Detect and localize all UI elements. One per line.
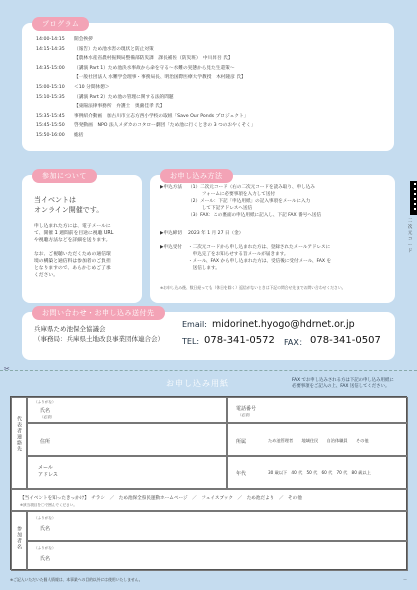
scissors-icon: ✂ bbox=[4, 365, 10, 373]
source-note: ※該当項目を〇で囲んでください。 bbox=[20, 503, 77, 507]
participant-furigana: （ふりがな） bbox=[34, 516, 56, 520]
program-time: 14:35-15:00 bbox=[36, 65, 65, 71]
accept-line: ・メール、FAX から申し込まれた方は、受信後に受付メール、FAX を bbox=[188, 259, 332, 264]
about-paragraph-1: 申し込まれた方には、電子メールに て、開催 1 週間前を目途に視聴 URL や視聴方法などを詳細を送ります。 bbox=[34, 224, 114, 243]
fax-value[interactable]: 078-341-0507 bbox=[310, 335, 381, 346]
program-row bbox=[36, 66, 235, 72]
deadline-label: ▶申込締切 bbox=[160, 231, 182, 236]
program-time: 15:50-16:00 bbox=[36, 133, 65, 138]
source-question: 【当イベントを知ったきっかけ】 チラシ ／ ため池保全県民運動ホームページ ／ フェイスブック ／ ため池だより ／ その他 bbox=[20, 496, 302, 501]
source-cell[interactable] bbox=[11, 489, 408, 511]
qr-code-icon[interactable] bbox=[410, 181, 417, 215]
program-text: （講演 Part 2）ため池の管理に関する法的問題 bbox=[74, 94, 174, 100]
tel-label: TEL: bbox=[182, 337, 200, 346]
affiliation-cell[interactable] bbox=[227, 423, 408, 456]
participant-row[interactable] bbox=[27, 511, 408, 541]
participant-name-label: 氏名 bbox=[40, 556, 51, 562]
program-heading: プログラム bbox=[32, 17, 89, 31]
participant-label: 参加者名 bbox=[16, 526, 22, 550]
program-text: 開会挨拶 bbox=[74, 37, 93, 42]
corner-mark: ー bbox=[403, 577, 407, 582]
name-label: 氏名 bbox=[40, 408, 51, 414]
apply-method-label: ▶申込方法 bbox=[160, 185, 182, 190]
form-note: FAX でお申し込みされる方は下記の申し込み用紙に 必要事項をご記入の上、FAX 送信してください。 bbox=[292, 378, 394, 389]
program-row bbox=[36, 133, 83, 139]
apply-step: （1）二次元コード（右の二次元コードを読み取り、申し込み bbox=[188, 185, 315, 190]
address-label: 住所 bbox=[40, 439, 51, 445]
program-row bbox=[36, 47, 154, 53]
email-value[interactable]: midorinet.hyogo@hdrnet.or.jp bbox=[212, 319, 355, 330]
program-row bbox=[36, 95, 174, 101]
apply-step: して下記アドレスへ送信 bbox=[188, 206, 253, 211]
address-cell[interactable] bbox=[27, 423, 227, 456]
accept-line: ・二次元コードから申し込まれた方は、登録されたメールアドレスに bbox=[188, 245, 331, 250]
participant-name-label: 氏名 bbox=[40, 526, 51, 532]
application-form bbox=[10, 396, 407, 570]
contact-office: （事務局：兵庫県土地改良事業団体連合会） bbox=[34, 335, 164, 343]
about-lead: 当イベントは オンライン開催です。 bbox=[34, 196, 104, 214]
apply-card bbox=[150, 172, 413, 303]
phone-cell[interactable] bbox=[227, 397, 408, 423]
rep-name-cell[interactable] bbox=[27, 397, 227, 423]
footnote: ※ご記入いただいた個人情報は、本事業への目的以外には使用いたしません。 bbox=[10, 577, 143, 582]
accept-line: 送信します。 bbox=[188, 266, 220, 271]
email-cell[interactable] bbox=[27, 456, 227, 489]
phone-label: 電話番号 bbox=[236, 406, 257, 412]
cut-line bbox=[0, 370, 417, 371]
about-paragraph-2: なお、ご視聴いただくための通信環 境の構築と通信料は参加者のご負担 となりますので、あらかじめご了承 ください。 bbox=[34, 252, 111, 278]
program-time: 15:35-15:45 bbox=[36, 113, 65, 119]
age-label: 年代 bbox=[236, 471, 247, 477]
apply-step: （2）メール：下記「申込用紙」の記入事項をメールに入力 bbox=[188, 199, 311, 204]
qr-label: 二次元コード bbox=[408, 219, 413, 254]
apply-heading: お申し込み方法 bbox=[160, 169, 233, 183]
email-label: Email: bbox=[182, 320, 207, 329]
about-heading: 参加について bbox=[32, 169, 97, 183]
program-time: 14:15-14:35 bbox=[36, 46, 65, 52]
program-time: 15:10-15:35 bbox=[36, 94, 65, 100]
program-time: 15:45-15:50 bbox=[36, 123, 65, 129]
rep-label: 代表者連絡先 bbox=[16, 416, 22, 452]
contact-card bbox=[22, 309, 395, 360]
rep-label-cell bbox=[11, 397, 27, 489]
program-card bbox=[22, 20, 394, 151]
age-options: 30 歳以下 40 代 50 代 60 代 70 代 80 歳以上 bbox=[268, 470, 371, 475]
accept-label: ▶申込受付 bbox=[160, 245, 182, 250]
program-row bbox=[74, 104, 165, 110]
program-text: 啓発動画 NPO 法人メダカのコタロー劇団「ため池に行くときの 3 つのおやくそく」 bbox=[74, 123, 256, 129]
contact-heading: お問い合わせ・お申し込み送付先 bbox=[32, 306, 165, 320]
accept-line: 申込完了をお知らせする旨メールが届きます。 bbox=[188, 252, 289, 257]
program-time: 15:00-15:10 bbox=[36, 85, 65, 90]
program-row bbox=[36, 85, 110, 91]
email-field-label: メール アドレス bbox=[38, 465, 58, 478]
program-text: 【一般社団法人 水難学会理事・事務局長、明治国際医療大学教授 木村隆彦 氏】 bbox=[74, 75, 246, 81]
age-cell[interactable] bbox=[227, 456, 408, 489]
apply-step: （3）FAX：この裏面の申込用紙に記入し、下記 FAX 番号へ送信 bbox=[188, 213, 322, 218]
affiliation-options: ため池管理者 地域住民 自治体職員 その他 bbox=[268, 438, 369, 443]
fax-label: FAX： bbox=[284, 338, 307, 347]
program-row bbox=[74, 56, 233, 62]
phone-required: （必須） bbox=[238, 413, 253, 417]
program-text: 事例紹介動画 加古川市立志方西小学校の取組「Save Our Ponds プロジェクト」 bbox=[74, 113, 249, 119]
participant-furigana: （ふりがな） bbox=[34, 546, 56, 550]
program-row bbox=[36, 123, 256, 129]
contact-org: 兵庫県ため池保全協議会 bbox=[34, 325, 106, 333]
program-text: （報告）ため池水害の現状と防止対策 bbox=[74, 46, 154, 52]
program-row bbox=[36, 37, 93, 43]
tel-value[interactable]: 078-341-0572 bbox=[204, 335, 275, 346]
about-card bbox=[22, 172, 142, 303]
apply-privacy-note: ※お申し込み後、数日経っても（休日を除く）返信がないときは下記の問合せ先までお問い合わせください。 bbox=[160, 285, 346, 290]
apply-step: フォームに必要事項を入力して送付 bbox=[188, 192, 276, 197]
program-text: 【東陽法律事務所 弁護士 奥薗佳孝 氏】 bbox=[74, 104, 165, 110]
form-title: お申し込み用紙 bbox=[166, 379, 229, 388]
program-row bbox=[36, 114, 248, 120]
program-text: 【農林水産省農村振興局整備部防災課 課長補佐（防災班） 中川昇吾 氏】 bbox=[74, 56, 233, 62]
program-text: 総括 bbox=[74, 133, 84, 138]
program-text: ＜10 分間休憩＞ bbox=[74, 85, 110, 90]
affiliation-label: 所属 bbox=[236, 439, 247, 445]
furigana-label: （ふりがな） bbox=[34, 400, 56, 404]
required-label: （必須） bbox=[40, 415, 55, 419]
program-time: 14:00-14:15 bbox=[36, 37, 65, 42]
participant-label-cell bbox=[11, 511, 27, 571]
program-row bbox=[74, 75, 246, 81]
program-text: （講演 Part 1）ため池決水事故から命を守る〜水難の実態から見た生還策〜 bbox=[74, 65, 235, 71]
deadline-value: 2023 年 1 月 27 日（金） bbox=[188, 231, 244, 236]
participant-row[interactable] bbox=[27, 541, 408, 571]
